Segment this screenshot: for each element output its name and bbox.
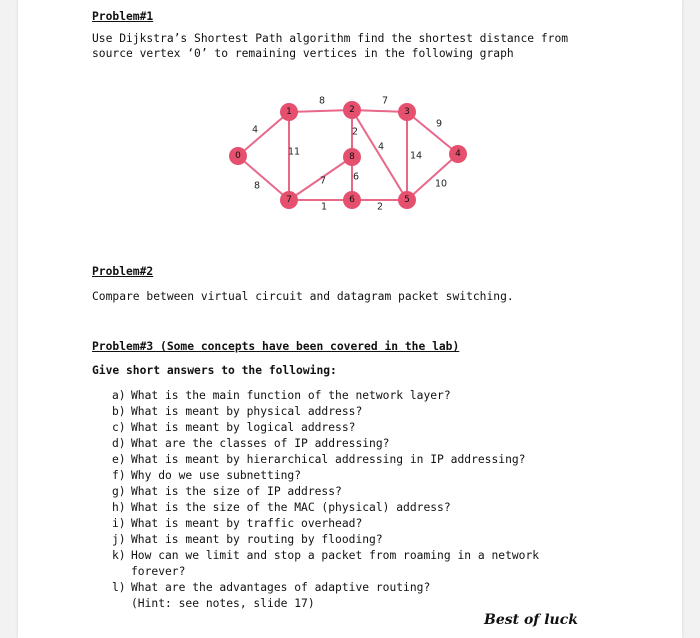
edge-weight-2-8: 2: [351, 126, 359, 138]
edge-weight-1-7: 11: [287, 146, 301, 158]
edge-weight-7-8: 7: [319, 175, 327, 187]
edge-weight-5-6: 2: [376, 201, 384, 213]
question-a: a) What is the main function of the network layer?: [112, 389, 451, 402]
problem1-text-line1: Use Dijkstra’s Shortest Path algorithm find the shortest distance from: [92, 32, 569, 45]
edge-0-1: [238, 112, 289, 156]
graph-node-label-3: 3: [404, 107, 410, 117]
question-b: b) What is meant by physical address?: [112, 405, 363, 418]
question-k: k) How can we limit and stop a packet from roaming in a network: [112, 549, 540, 562]
question-c: c) What is meant by logical address?: [112, 421, 356, 434]
questions-list: [112, 388, 539, 612]
edge-weight-2-3: 7: [381, 95, 389, 107]
problem2-text: Compare between virtual circuit and datagram packet switching.: [92, 290, 514, 303]
question-g: g) What is the size of IP address?: [112, 485, 342, 498]
edge-1-2: [289, 110, 352, 112]
question-e: e) What is meant by hierarchical addressing in IP addressing?: [112, 453, 526, 466]
graph-node-label-1: 1: [286, 107, 292, 117]
edge-0-7: [238, 156, 289, 200]
signoff: Best of luck: [484, 612, 578, 628]
graph-node-label-5: 5: [404, 195, 410, 205]
problem1-text-line2: source vertex ‘0’ to remaining vertices in the following graph: [92, 47, 514, 60]
edge-weight-2-5: 4: [377, 141, 385, 153]
edge-weight-1-2: 8: [318, 95, 326, 107]
edge-3-4: [407, 112, 458, 154]
graph-node-label-2: 2: [349, 105, 355, 115]
question-d: d) What are the classes of IP addressing?: [112, 437, 390, 450]
graph-node-label-0: 0: [235, 151, 241, 161]
edge-weight-0-1: 4: [251, 124, 259, 136]
problem3-heading: Problem#3 (Some concepts have been covered in the lab): [92, 340, 460, 353]
question-l-hint: (Hint: see notes, slide 17): [131, 597, 315, 610]
question-j: j) What is meant by routing by flooding?: [112, 533, 383, 546]
edge-weight-6-7: 1: [320, 201, 328, 213]
problem2-heading: Problem#2: [92, 265, 154, 278]
document-page: [18, 0, 682, 638]
edge-weight-0-7: 8: [253, 180, 261, 192]
edge-weight-3-4: 9: [435, 118, 443, 130]
graph-node-label-6: 6: [349, 195, 355, 205]
graph-node-label-8: 8: [349, 152, 355, 162]
graph-node-label-7: 7: [286, 195, 292, 205]
edge-weight-6-8: 6: [352, 171, 360, 183]
question-l: l) What are the advantages of adaptive routing?: [112, 581, 431, 594]
question-k-continuation: forever?: [131, 565, 186, 578]
question-f: f) Why do we use subnetting?: [112, 469, 302, 482]
question-i: i) What is meant by traffic overhead?: [112, 517, 363, 530]
edge-weight-3-5: 14: [409, 150, 423, 162]
edge-weight-4-5: 10: [434, 178, 448, 190]
graph-node-label-4: 4: [455, 149, 461, 159]
problem3-intro: Give short answers to the following:: [92, 364, 337, 377]
question-h: h) What is the size of the MAC (physical) address?: [112, 501, 451, 514]
problem1-heading: Problem#1: [92, 10, 154, 23]
